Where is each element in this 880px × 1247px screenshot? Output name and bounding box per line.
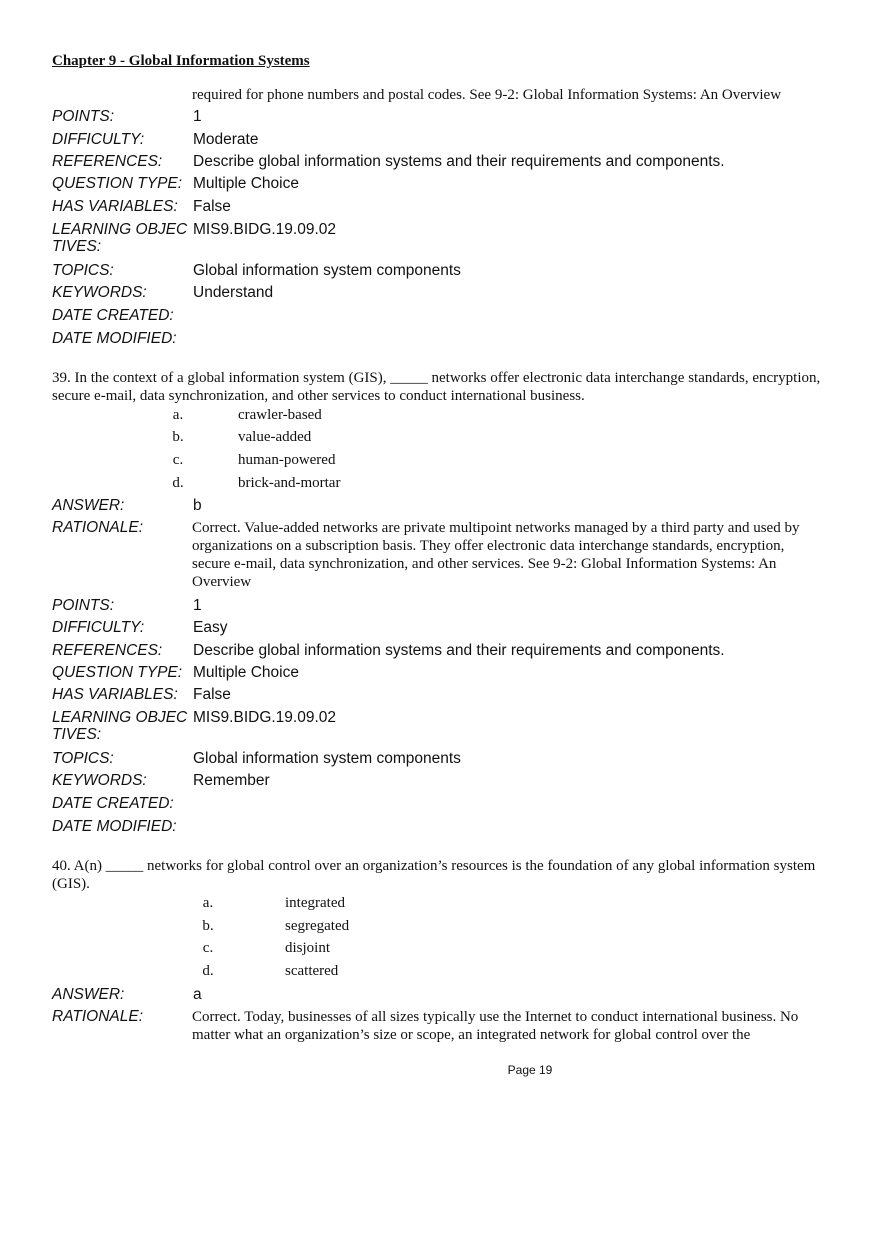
q40-option-a-letter: a. bbox=[202, 895, 214, 911]
q38-qtype-label: QUESTION TYPE: bbox=[52, 175, 183, 192]
q38-points-value: 1 bbox=[193, 108, 202, 125]
q38-rationale-end: required for phone numbers and postal codes. See 9-2: Global Information Systems: An Overview bbox=[192, 87, 782, 103]
q39-points-value: 1 bbox=[193, 597, 202, 614]
q39-lo-value: MIS9.BIDG.19.09.02 bbox=[193, 709, 337, 726]
q39-qtype-value: Multiple Choice bbox=[193, 664, 299, 681]
q39-lo-label-2: TIVES: bbox=[52, 726, 102, 743]
q39-keywords-value: Remember bbox=[193, 772, 270, 789]
q40-option-c-text: disjoint bbox=[285, 940, 331, 956]
q39-hasvars-label: HAS VARIABLES: bbox=[52, 686, 178, 703]
q38-references-value: Describe global information systems and their requirements and components. bbox=[193, 153, 725, 170]
q39-created-label: DATE CREATED: bbox=[52, 795, 174, 812]
q38-modified-label: DATE MODIFIED: bbox=[52, 330, 177, 347]
q39-text: 39. In the context of a global information system (GIS), _____ networks offer electronic data interchange standards, encryption, secure e-mail, data synchronization, and other services to conduct international business. bbox=[52, 370, 821, 404]
q38-topics-label: TOPICS: bbox=[52, 262, 114, 279]
q40-option-b-text: segregated bbox=[285, 918, 350, 934]
q38-hasvars-value: False bbox=[193, 198, 231, 215]
q39-option-a-text: crawler-based bbox=[238, 407, 322, 423]
q39-points-label: POINTS: bbox=[52, 597, 115, 614]
q39-option-d-letter: d. bbox=[172, 475, 184, 491]
q39-topics-label: TOPICS: bbox=[52, 750, 114, 767]
q40-option-c-letter: c. bbox=[202, 940, 214, 956]
q38-qtype-value: Multiple Choice bbox=[193, 175, 299, 192]
q39-option-a-letter: a. bbox=[172, 407, 184, 423]
q39-option-c-text: human-powered bbox=[238, 452, 336, 468]
chapter-title: Chapter 9 - Global Information Systems bbox=[52, 53, 310, 69]
q40-option-d-text: scattered bbox=[285, 963, 339, 979]
q38-points-label: POINTS: bbox=[52, 108, 115, 125]
q40-text: 40. A(n) _____ networks for global control over an organization’s resources is the foundation of any global information system (GIS). bbox=[52, 858, 816, 892]
q38-lo-value: MIS9.BIDG.19.09.02 bbox=[193, 221, 337, 238]
q39-difficulty-value: Easy bbox=[193, 619, 228, 636]
q39-option-c-letter: c. bbox=[172, 452, 184, 468]
q38-lo-label-2: TIVES: bbox=[52, 238, 102, 255]
q38-difficulty-label: DIFFICULTY: bbox=[52, 131, 145, 148]
q38-keywords-label: KEYWORDS: bbox=[52, 284, 147, 301]
q38-created-label: DATE CREATED: bbox=[52, 307, 174, 324]
q39-answer-value: b bbox=[193, 497, 202, 514]
q39-keywords-label: KEYWORDS: bbox=[52, 772, 147, 789]
q39-option-d-text: brick-and-mortar bbox=[238, 475, 341, 491]
q39-option-b-letter: b. bbox=[172, 429, 184, 445]
q39-answer-label: ANSWER: bbox=[52, 497, 125, 514]
q40-rationale-text: Correct. Today, businesses of all sizes typically use the Internet to conduct international business. No matter what an organization’s size or scope, an integrated network for global control over the bbox=[192, 1009, 799, 1043]
q38-keywords-value: Understand bbox=[193, 284, 274, 301]
q40-answer-value: a bbox=[193, 986, 202, 1003]
q39-rationale-label: RATIONALE: bbox=[52, 519, 144, 536]
q40-answer-label: ANSWER: bbox=[52, 986, 125, 1003]
page-number: Page 19 bbox=[507, 1063, 553, 1077]
q38-topics-value: Global information system components bbox=[193, 262, 461, 279]
q39-qtype-label: QUESTION TYPE: bbox=[52, 664, 183, 681]
q40-rationale-label: RATIONALE: bbox=[52, 1008, 144, 1025]
q40-option-b-letter: b. bbox=[202, 918, 214, 934]
q40-option-a-text: integrated bbox=[285, 895, 345, 911]
q39-references-label: REFERENCES: bbox=[52, 642, 163, 659]
q39-rationale-text: Correct. Value-added networks are private multipoint networks managed by a third party and used by organizations on a subscription basis. They offer electronic data interchange standards, encryption, secure e-mail, data synchronization, and other services. See 9-2: Global Information Systems: An Overview bbox=[192, 520, 800, 590]
q38-references-label: REFERENCES: bbox=[52, 153, 163, 170]
q39-topics-value: Global information system components bbox=[193, 750, 461, 767]
q38-hasvars-label: HAS VARIABLES: bbox=[52, 198, 178, 215]
q40-option-d-letter: d. bbox=[202, 963, 214, 979]
q38-lo-label-1: LEARNING OBJEC bbox=[52, 221, 188, 238]
q39-hasvars-value: False bbox=[193, 686, 231, 703]
q39-modified-label: DATE MODIFIED: bbox=[52, 818, 177, 835]
q39-option-b-text: value-added bbox=[238, 429, 312, 445]
q39-lo-label-1: LEARNING OBJEC bbox=[52, 709, 188, 726]
q39-difficulty-label: DIFFICULTY: bbox=[52, 619, 145, 636]
q39-references-value: Describe global information systems and their requirements and components. bbox=[193, 642, 725, 659]
q38-difficulty-value: Moderate bbox=[193, 131, 259, 148]
